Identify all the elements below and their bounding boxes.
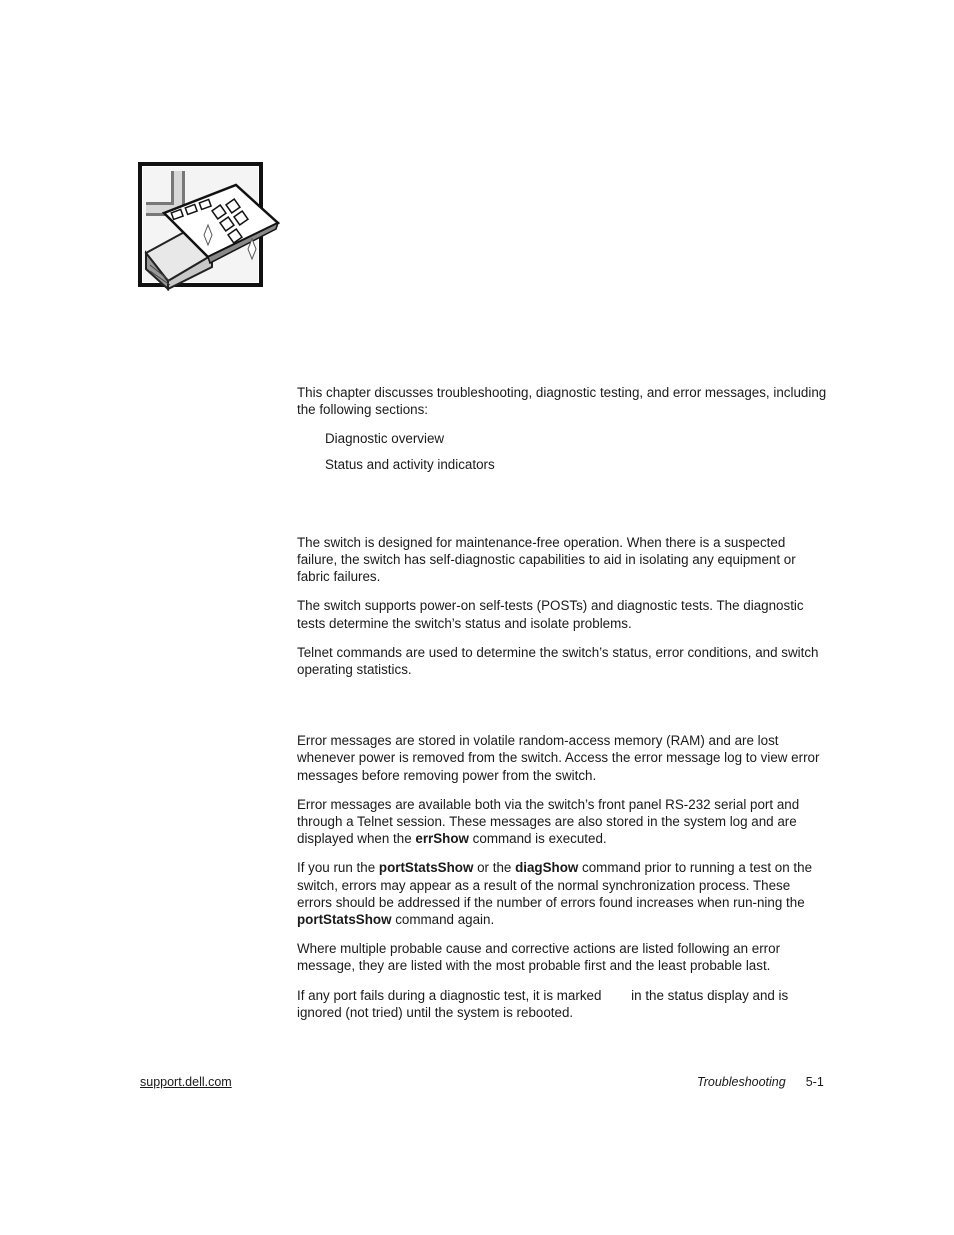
text-run: If you run the <box>297 860 379 876</box>
error-paragraph-4: Where multiple probable cause and corrective actions are listed following an error message, they are listed with the most probable first and the least probable last. <box>297 941 781 974</box>
text-run: Error messages are available both via the switch’s front panel RS-232 serial port and through a Telnet session. These messages are also stored in the system log and are displayed when the <box>297 796 800 847</box>
list-item: Status and activity indicators <box>325 456 495 472</box>
error-paragraph-3 <box>297 859 827 928</box>
error-paragraph-5: If any port fails during a diagnostic test, it is marked in the status display and is ignored (not tried) until the system is rebooted. <box>297 987 792 1020</box>
page-number: 5-1 <box>805 1075 824 1089</box>
command-diagshow: diagShow <box>515 860 579 876</box>
error-paragraph-1: Error messages are stored in volatile random-access memory (RAM) and are lost whenever power is removed from the switch. Access the error message log to view error messages before removing power from the switch. <box>297 733 820 783</box>
page-footer <box>697 1075 824 1089</box>
command-portstatsshow: portStatsShow <box>378 860 474 876</box>
overview-paragraph: The switch is designed for maintenance-free operation. When there is a suspected failure, the switch has self-diagnostic capabilities to aid in isolating any equipment or fabric failures. <box>297 534 796 585</box>
text-run: or the <box>473 860 516 876</box>
text-run: command is executed. <box>468 831 607 847</box>
support-link[interactable]: support.dell.com <box>140 1075 232 1089</box>
error-paragraph-2 <box>297 796 827 848</box>
chapter-name: Troubleshooting <box>697 1075 786 1089</box>
section-list <box>297 430 827 472</box>
intro-paragraph: This chapter discusses troubleshooting, diagnostic testing, and error messages, including the following sections: <box>297 385 827 418</box>
text-run: command again. <box>391 912 495 928</box>
command-errshow: errShow <box>415 831 469 847</box>
command-portstatsshow: portStatsShow <box>297 912 392 928</box>
list-item: Diagnostic overview <box>325 431 445 447</box>
troubleshooting-chapter-icon <box>138 161 280 291</box>
page-content <box>297 384 827 1033</box>
text-run: command prior to running a test on the switch, errors may appear as a result of the normal synchronization process. These errors should be addressed if the number of errors found increases when run-ning the <box>297 860 813 910</box>
overview-paragraph: The switch supports power-on self-tests (POSTs) and diagnostic tests. The diagnostic tests determine the switch’s status and isolate problems. <box>297 598 804 631</box>
overview-paragraph: Telnet commands are used to determine the switch’s status, error conditions, and switch operating statistics. <box>297 644 819 678</box>
